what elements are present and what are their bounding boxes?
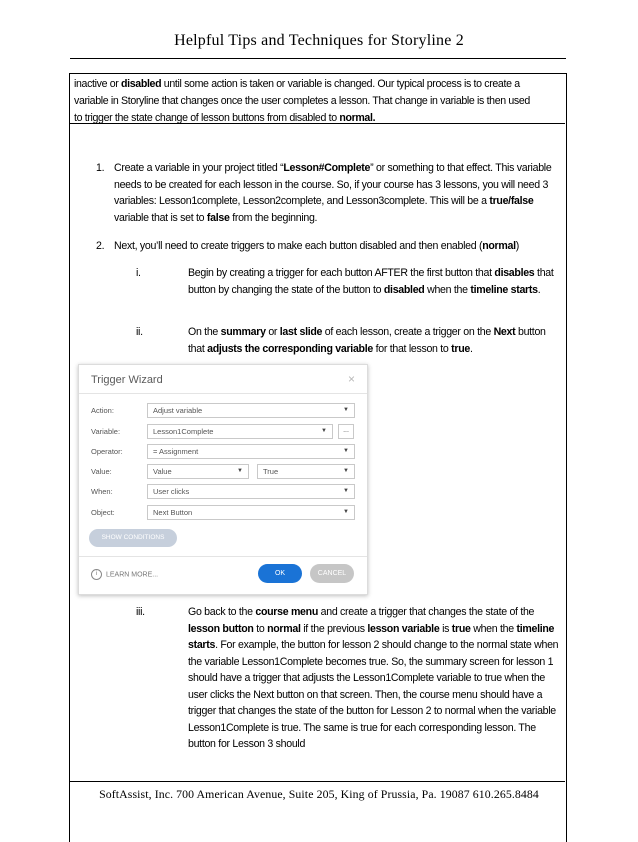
bold-text: normal xyxy=(267,622,301,635)
dialog-title: Trigger Wizard xyxy=(91,374,163,386)
bold-text: false xyxy=(206,211,230,224)
object-label: Object: xyxy=(91,508,115,517)
divider xyxy=(79,556,367,557)
bold-text: true xyxy=(451,622,471,635)
text: . xyxy=(537,283,541,296)
text: that button by changing the state of the button to xyxy=(188,267,554,296)
bold-text: lesson variable xyxy=(367,622,440,635)
page-footer: SoftAssist, Inc. 700 American Avenue, Suite 205, King of Prussia, Pa. 19087 610.265.8484 xyxy=(99,787,539,801)
text: from the beginning. xyxy=(229,211,318,224)
text: ” or something to that effect. This variable needs to be created for each lesson in the course. So, if your course has 3 lessons, you will need 3 variables: Lesson1complete, Lesson2complete, and Lesson3complete. This will be a xyxy=(114,162,552,207)
bold-text: timeline starts xyxy=(188,622,555,651)
trigger-wizard-dialog xyxy=(78,364,368,595)
divider xyxy=(79,393,367,394)
chevron-down-icon: ▼ xyxy=(343,407,349,413)
bold-text: disabled xyxy=(121,78,162,90)
text: Begin by creating a trigger for each button AFTER the first button that xyxy=(188,267,495,279)
text: if the previous xyxy=(300,622,368,635)
bold-text: last slide xyxy=(279,326,323,338)
learn-more-text: LEARN MORE... xyxy=(106,571,159,579)
list-item-text xyxy=(114,238,556,255)
text: when the xyxy=(424,283,471,296)
bold-text: disabled xyxy=(383,283,425,296)
chevron-down-icon: ▼ xyxy=(321,428,327,434)
learn-more-link[interactable] xyxy=(91,569,158,580)
operator-select[interactable] xyxy=(147,444,355,459)
operator-label: Operator: xyxy=(91,447,123,456)
text: On the xyxy=(188,326,221,338)
text: to trigger the state change of lesson buttons from disabled to xyxy=(74,112,340,124)
text: and create a trigger that changes the state of the xyxy=(318,606,535,618)
bold-text: true/false xyxy=(489,195,534,207)
value-select[interactable] xyxy=(257,464,355,479)
chevron-down-icon: ▼ xyxy=(343,509,349,515)
action-select[interactable] xyxy=(147,403,355,418)
roman-number: i. xyxy=(136,267,141,279)
bold-text: true xyxy=(451,342,470,355)
chevron-down-icon: ▼ xyxy=(343,488,349,494)
intro-line-1 xyxy=(74,76,562,93)
text: until some action is taken or variable is changed. Our typical process is to create a xyxy=(161,78,520,90)
text: to xyxy=(253,622,268,635)
bold-text: lesson button xyxy=(188,622,254,635)
bold-text: timeline starts xyxy=(470,283,538,296)
chevron-down-icon: ▼ xyxy=(343,468,349,474)
list-number: 2. xyxy=(96,240,105,252)
value-type: Value xyxy=(153,467,172,476)
value-type-select[interactable] xyxy=(147,464,249,479)
text: for that lesson to xyxy=(372,342,452,355)
variable-select[interactable] xyxy=(147,424,333,439)
text: or xyxy=(265,326,280,338)
footer-rule xyxy=(69,781,565,782)
text: Next, you’ll need to create triggers to make each button disabled and then enabled ( xyxy=(114,240,483,252)
text: when the xyxy=(470,622,517,635)
sub-item-text xyxy=(188,324,560,357)
bold-text: adjusts the corresponding variable xyxy=(207,342,373,355)
intro-paragraph xyxy=(74,76,562,127)
when-select[interactable] xyxy=(147,484,355,499)
list-item-text xyxy=(114,160,556,226)
bold-text: Next xyxy=(493,326,516,338)
when-label: When: xyxy=(91,487,113,496)
sub-item-text xyxy=(188,265,560,298)
action-value: Adjust variable xyxy=(153,406,203,415)
text: inactive or xyxy=(74,78,122,90)
text: variable that is set to xyxy=(114,211,207,224)
cancel-button[interactable]: CANCEL xyxy=(310,564,354,583)
text: . xyxy=(470,342,473,355)
text: ) xyxy=(515,240,519,252)
sub-item-text xyxy=(188,604,560,753)
bold-text: summary xyxy=(220,326,266,338)
list-number: 1. xyxy=(96,162,105,174)
action-label: Action: xyxy=(91,406,114,415)
close-icon[interactable]: × xyxy=(347,372,355,386)
chevron-down-icon: ▼ xyxy=(343,448,349,454)
header-rule xyxy=(70,58,566,59)
text: is xyxy=(439,622,452,635)
roman-number: ii. xyxy=(136,326,143,338)
info-icon: i xyxy=(91,569,102,580)
value-label: Value: xyxy=(91,467,112,476)
bold-text: course menu xyxy=(255,606,318,618)
text: of each lesson, create a trigger on the xyxy=(322,326,494,338)
bold-text: disables xyxy=(494,267,535,279)
object-value: Next Button xyxy=(153,508,193,517)
bold-text: Lesson#Complete xyxy=(283,162,371,174)
show-conditions-button[interactable]: SHOW CONDITIONS xyxy=(89,529,177,547)
variable-value: Lesson1Complete xyxy=(153,427,214,436)
bold-text: normal. xyxy=(339,112,376,124)
variable-label: Variable: xyxy=(91,427,121,436)
ok-button[interactable]: OK xyxy=(258,564,302,583)
bold-text: normal xyxy=(482,240,516,252)
intro-line-3 xyxy=(74,110,562,127)
page-header-title: Helpful Tips and Techniques for Storyline 2 xyxy=(174,32,464,49)
roman-number: iii. xyxy=(136,606,145,618)
operator-value: = Assignment xyxy=(153,447,199,456)
variable-more-button[interactable]: ... xyxy=(338,424,354,439)
text: Go back to the xyxy=(188,606,256,618)
text: button that xyxy=(188,326,546,355)
when-value: User clicks xyxy=(153,487,190,496)
value-value: True xyxy=(263,467,279,476)
object-select[interactable] xyxy=(147,505,355,520)
chevron-down-icon: ▼ xyxy=(237,468,243,474)
text: Create a variable in your project titled “ xyxy=(114,162,284,174)
intro-line-2: variable in Storyline that changes once the user completes a lesson. That change in variable is then used xyxy=(74,95,530,107)
text: . For example, the button for lesson 2 should change to the normal state when the variable Lesson1Complete becomes true. So, the summary screen for lesson 1 should have a trigger that adjusts the Lesson1Complete variable to true when the user clicks the Next button on that screen. Then, the course menu should have a trigger that changes the state of the button for Lesson 2 to normal when the variable Lesson1Complete is true. The same is true for each corresponding lesson. The button for Lesson 3 should xyxy=(188,639,559,750)
